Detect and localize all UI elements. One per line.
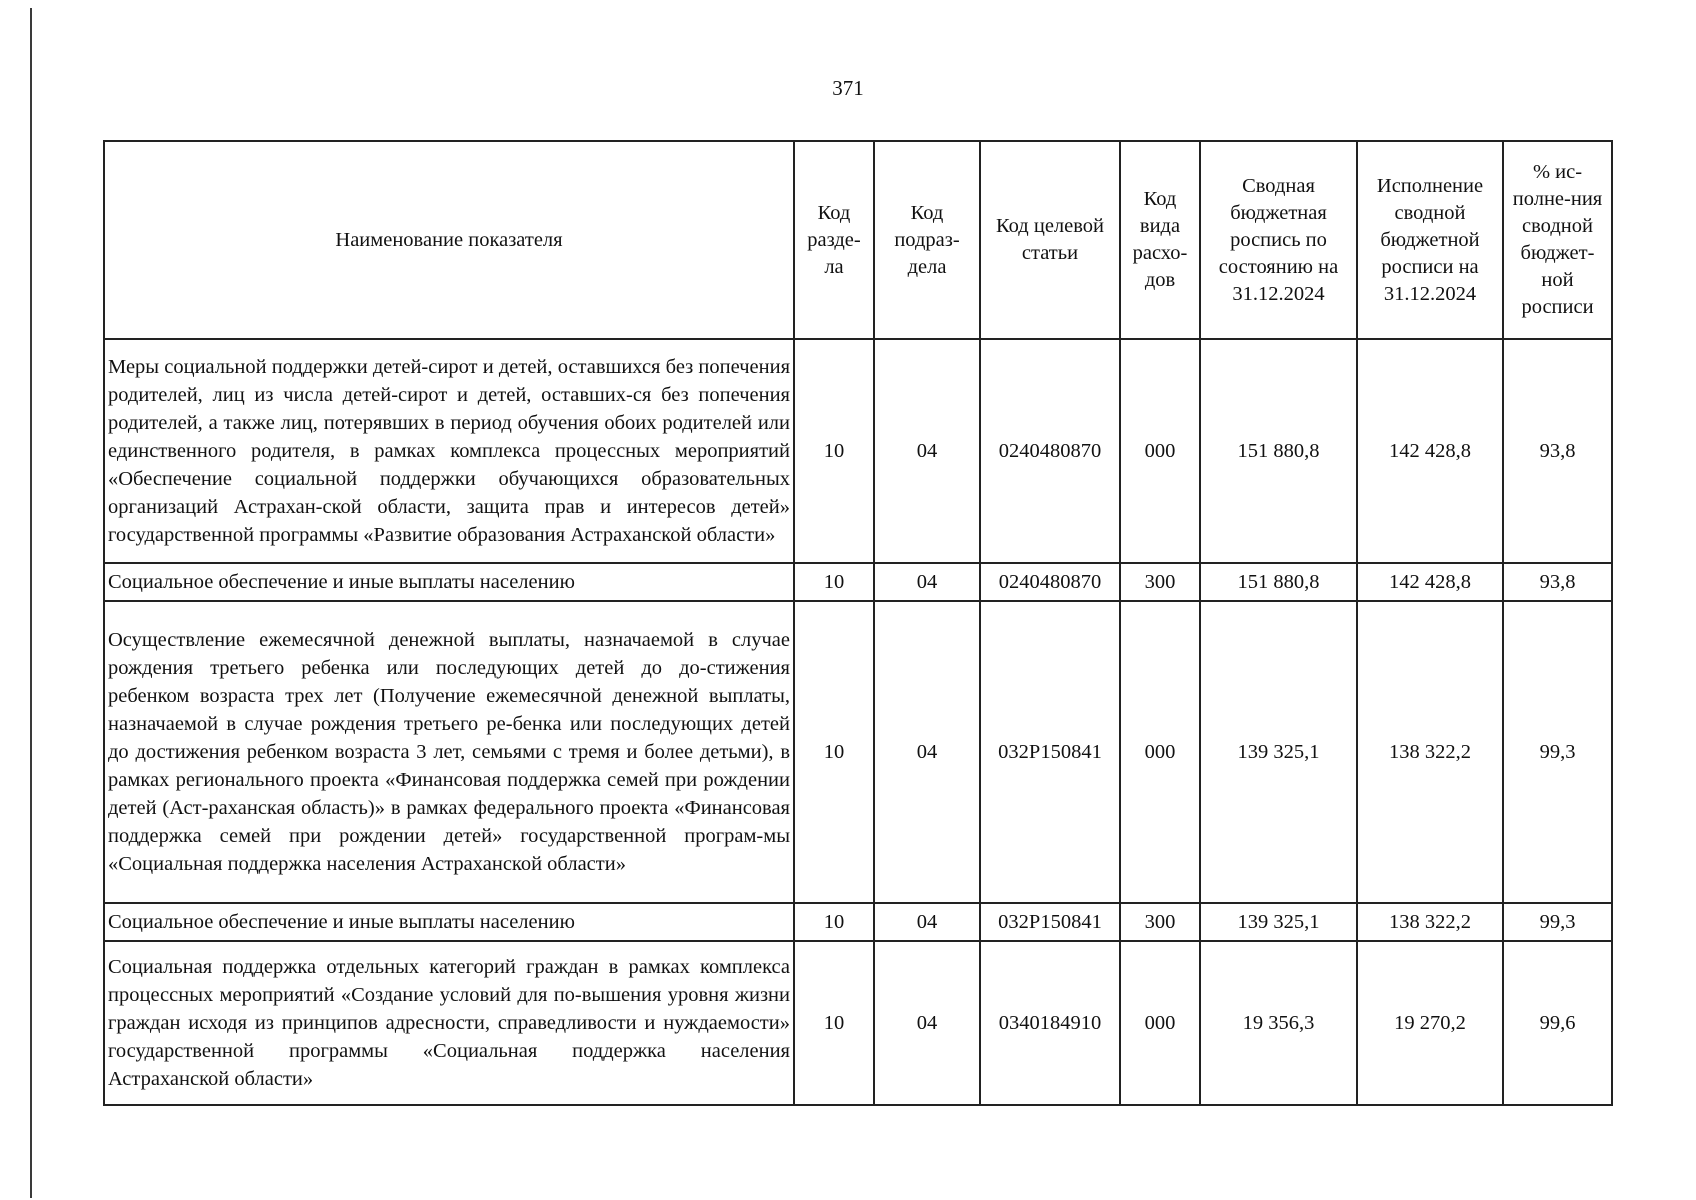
row-expense-type: 000 — [1120, 601, 1200, 903]
row-target-article: 032P150841 — [980, 601, 1120, 903]
row-section: 10 — [794, 903, 874, 941]
row-percent: 99,3 — [1503, 903, 1612, 941]
table-header-row — [104, 141, 1612, 339]
row-subsection: 04 — [874, 601, 980, 903]
row-execution: 142 428,8 — [1357, 339, 1503, 563]
row-subsection: 04 — [874, 339, 980, 563]
header-target-article: Код целевой статьи — [980, 141, 1120, 339]
row-name: Социальное обеспечение и иные выплаты населению — [104, 903, 794, 941]
row-percent: 99,6 — [1503, 941, 1612, 1105]
row-budget-plan: 151 880,8 — [1200, 563, 1357, 601]
row-expense-type: 000 — [1120, 339, 1200, 563]
table-row — [104, 339, 1612, 563]
row-subsection: 04 — [874, 563, 980, 601]
row-name: Социальное обеспечение и иные выплаты населению — [104, 563, 794, 601]
page-number: 371 — [832, 76, 864, 100]
row-target-article: 0340184910 — [980, 941, 1120, 1105]
row-execution: 19 270,2 — [1357, 941, 1503, 1105]
row-name: Меры социальной поддержки детей-сирот и детей, оставшихся без попечения родителей, лиц из числа детей-сирот и детей, оставших-ся без попечения родителей, а также лиц, потерявших в период обучения обоих родителей или единственного родителя, в рамках комплекса процессных мероприятий «Обеспечение социальной поддержки обучающихся образовательных организаций Астрахан-ской области, защита прав и интересов детей» государственной программы «Развитие образования Астраханской области» — [104, 339, 794, 563]
row-subsection: 04 — [874, 903, 980, 941]
table-row — [104, 941, 1612, 1105]
row-percent: 99,3 — [1503, 601, 1612, 903]
row-execution: 138 322,2 — [1357, 903, 1503, 941]
header-budget-plan: Сводная бюджетная роспись по состоянию на 31.12.2024 — [1200, 141, 1357, 339]
row-budget-plan: 139 325,1 — [1200, 903, 1357, 941]
table-row — [104, 563, 1612, 601]
header-execution: Исполнение сводной бюджетной росписи на 31.12.2024 — [1357, 141, 1503, 339]
table-row — [104, 903, 1612, 941]
scan-edge-line — [30, 8, 32, 1198]
table-row — [104, 601, 1612, 903]
header-subsection: Код подраз-дела — [874, 141, 980, 339]
row-section: 10 — [794, 563, 874, 601]
row-subsection: 04 — [874, 941, 980, 1105]
row-target-article: 032P150841 — [980, 903, 1120, 941]
budget-execution-table — [103, 140, 1613, 1106]
header-expense-type: Код вида расхо-дов — [1120, 141, 1200, 339]
header-name: Наименование показателя — [104, 141, 794, 339]
row-execution: 142 428,8 — [1357, 563, 1503, 601]
row-budget-plan: 151 880,8 — [1200, 339, 1357, 563]
header-percent: % ис-полне-ния сводной бюджет-ной росписи — [1503, 141, 1612, 339]
row-target-article: 0240480870 — [980, 339, 1120, 563]
row-target-article: 0240480870 — [980, 563, 1120, 601]
row-section: 10 — [794, 339, 874, 563]
row-expense-type: 300 — [1120, 903, 1200, 941]
row-section: 10 — [794, 941, 874, 1105]
row-percent: 93,8 — [1503, 563, 1612, 601]
row-name: Осуществление ежемесячной денежной выплаты, назначаемой в случае рождения третьего ребенка или последующих детей до до-стижения ребенком возраста трех лет (Получение ежемесячной денежной выплаты, назначаемой в случае рождения третьего ре-бенка или последующих детей до достижения ребенком возраста 3 лет, семьями с тремя и более детьми), в рамках регионального проекта «Финансовая поддержка семей при рождении детей (Аст-раханская область)» в рамках федерального проекта «Финансовая поддержка семей при рождении детей» государственной програм-мы «Социальная поддержка населения Астраханской области» — [104, 601, 794, 903]
row-name: Социальная поддержка отдельных категорий граждан в рамках комплекса процессных мероприятий «Создание условий для по-вышения уровня жизни граждан исходя из принципов адресности, справедливости и нуждаемости» государственной программы «Социальная поддержка населения Астраханской области» — [104, 941, 794, 1105]
header-section: Код разде-ла — [794, 141, 874, 339]
row-budget-plan: 139 325,1 — [1200, 601, 1357, 903]
row-budget-plan: 19 356,3 — [1200, 941, 1357, 1105]
row-expense-type: 300 — [1120, 563, 1200, 601]
row-expense-type: 000 — [1120, 941, 1200, 1105]
row-section: 10 — [794, 601, 874, 903]
row-execution: 138 322,2 — [1357, 601, 1503, 903]
row-percent: 93,8 — [1503, 339, 1612, 563]
